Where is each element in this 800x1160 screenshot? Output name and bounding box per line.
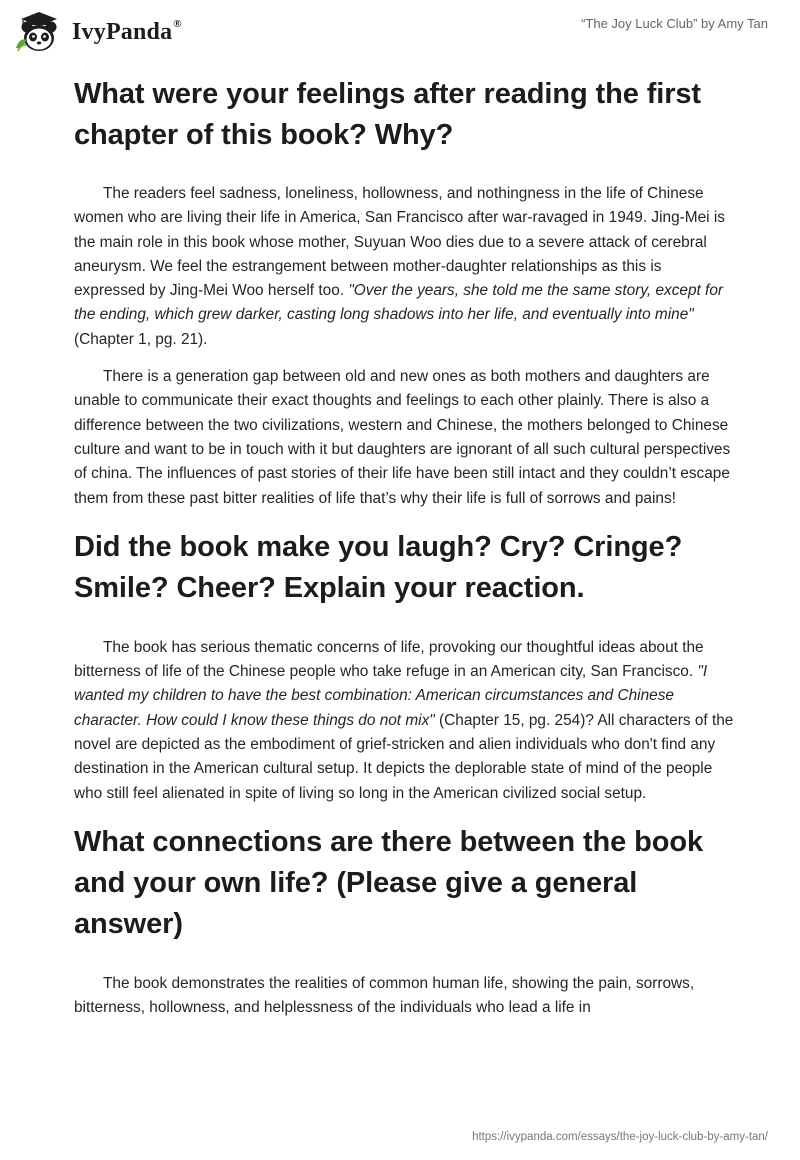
quote: "I wanted my children to have the best combination: American circumstances and Chinese character. How could I know these things do not mix" — [74, 663, 708, 729]
brand-name: IvyPanda® — [72, 18, 182, 45]
section-heading: What connections are there between the book and your own life? (Please give a general answer) — [74, 825, 703, 940]
quote: "Over the years, she told me the same story, except for the ending, which grew darker, casting long shadows into her life, and eventually into mine" — [74, 282, 724, 324]
paragraph: The book demonstrates the realities of common human life, showing the pain, sorrows, bitterness, hollowness, and helplessness of the individuals who lead a life in — [74, 974, 695, 1017]
essay-content — [74, 70, 734, 1021]
paragraph: The readers feel sadness, loneliness, hollowness, and nothingness in the life of Chinese women who are living their life in America, San Francisco after war-ravaged in 1949. Jing-Mei is the main role in this book whose mother, Suyuan Woo dies due to a severe attack of cerebral aneurysm. We feel the estrangement between mother-daughter relationships as this is expressed by Jing-Mei Woo herself too. "Over the years, she told me the same story, except for the ending, which grew darker, casting long shadows into her life, and eventually into mine" (Chapter 1, pg. 21). — [74, 185, 725, 348]
section-heading: Did the book make you laugh? Cry? Cringe? Smile? Cheer? Explain your reaction. — [74, 530, 683, 604]
document-title: “The Joy Luck Club” by Amy Tan — [581, 16, 768, 31]
page-header — [0, 0, 800, 70]
paragraph: There is a generation gap between old and new ones as both mothers and daughters are unable to communicate their exact thoughts and feelings to each other plainly. There is also a difference between the two civilizations, western and Chinese, the mothers belonged to Chinese culture and want to be in touch with it but daughters are ignorant of all such cultural perspectives of china. The influences of past stories of their life have been still intact and they couldn’t escape them from these past bitter realities of life that’s why their life is full of sorrows and pains! — [74, 368, 731, 507]
paragraph: The book has serious thematic concerns of life, provoking our thoughtful ideas about the bitterness of life of the Chinese people who take refuge in an American city, San Francisco. "I wanted my children to have the best combination: American circumstances and Chinese character. How could I know these things do not mix" (Chapter 15, pg. 254)? All characters of the novel are depicted as the embodiment of grief-stricken and alien individuals who don't find any destination in the American cultural setup. It depicts the deplorable state of mind of the people who still feel alienated in spite of living so long in the American civilized social setup. — [74, 638, 734, 802]
brand-logo[interactable] — [14, 10, 182, 54]
source-url[interactable]: https://ivypanda.com/essays/the-joy-luck-club-by-amy-tan/ — [472, 1131, 768, 1143]
section-heading: What were your feelings after reading the first chapter of this book? Why? — [74, 78, 701, 151]
panda-graduation-cap-icon — [14, 10, 66, 54]
